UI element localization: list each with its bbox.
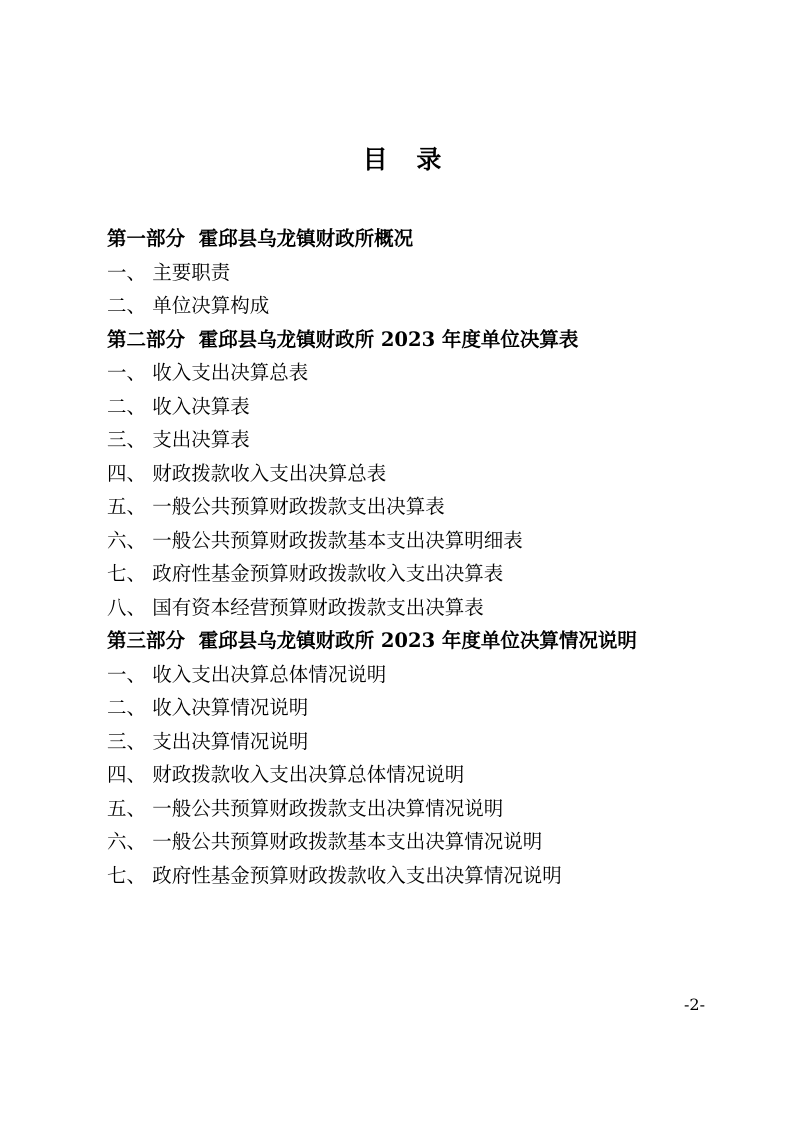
toc-item[interactable]: 二、 收入决算情况说明: [107, 696, 309, 719]
toc-item[interactable]: 五、 一般公共预算财政拨款支出决算情况说明: [107, 796, 504, 820]
toc-item[interactable]: 二、 单位决算构成: [107, 294, 270, 317]
toc-item[interactable]: 一、 收入支出决算总体情况说明: [107, 662, 387, 686]
page-title: 目 录: [362, 145, 452, 174]
toc-item[interactable]: 一、 主要职责: [107, 260, 231, 284]
toc-item[interactable]: 七、 政府性基金预算财政拨款收入支出决算情况说明: [107, 863, 562, 887]
toc-part-heading[interactable]: 第一部分 霍邱县乌龙镇财政所概况: [107, 227, 414, 250]
toc-item[interactable]: 四、 财政拨款收入支出决算总表: [107, 461, 387, 485]
toc-part-heading[interactable]: 第二部分 霍邱县乌龙镇财政所 2023 年度单位决算表: [107, 327, 579, 351]
toc-item[interactable]: 四、 财政拨款收入支出决算总体情况说明: [107, 763, 465, 786]
toc-item[interactable]: 三、 支出决算表: [107, 428, 250, 451]
toc-item[interactable]: 七、 政府性基金预算财政拨款收入支出决算表: [107, 562, 504, 585]
table-of-contents: [107, 222, 707, 892]
toc-item[interactable]: 五、 一般公共预算财政拨款支出决算表: [107, 495, 445, 518]
toc-item[interactable]: 六、 一般公共预算财政拨款基本支出决算明细表: [107, 528, 523, 552]
toc-item[interactable]: 三、 支出决算情况说明: [107, 729, 309, 753]
page-number: -2-: [684, 995, 705, 1014]
toc-part-heading[interactable]: 第三部分 霍邱县乌龙镇财政所 2023 年度单位决算情况说明: [107, 629, 637, 652]
toc-item[interactable]: 二、 收入决算表: [107, 394, 250, 418]
toc-item[interactable]: 一、 收入支出决算总表: [107, 361, 309, 384]
toc-item[interactable]: 六、 一般公共预算财政拨款基本支出决算情况说明: [107, 830, 543, 853]
toc-item[interactable]: 八、 国有资本经营预算财政拨款支出决算表: [107, 595, 484, 619]
page-content: [107, 0, 707, 892]
